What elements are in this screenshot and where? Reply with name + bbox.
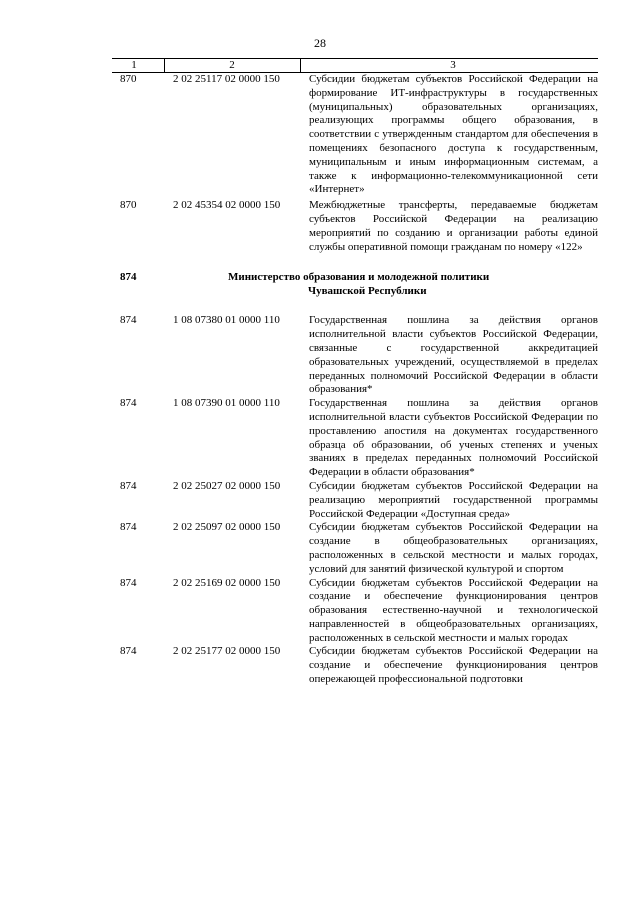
section-code: 874 [120, 271, 137, 284]
admin-code: 874 [120, 479, 137, 492]
income-code: 2 02 25097 02 0000 150 [173, 521, 281, 534]
column-header-2: 2 [229, 59, 235, 71]
table-row [112, 577, 598, 646]
income-code: 2 02 45354 02 0000 150 [173, 199, 281, 212]
column-header-3: 3 [450, 59, 456, 71]
income-code: 2 02 25027 02 0000 150 [173, 479, 281, 492]
table-body [112, 73, 598, 687]
admin-code: 874 [120, 521, 137, 534]
income-description: Субсидии бюджетам субъектов Российской Федерации на формирование ИТ-инфраструктуры в государственных (муниципальных) образовательных организациях, реализующих программы общего образования, в соответствии с утвержденным стандартом для обеспечения в помещениях безопасного доступа к государственным, муниципальным и иным информационным системам, а также к информационно-телекоммуникационной сети «Интернет» [309, 73, 598, 196]
section-title [228, 270, 558, 298]
income-description: Межбюджетные трансферты, передаваемые бюджетам субъектов Российской Федерации на реализацию мероприятий по созданию и организации работы единой службы оперативной помощи гражданам по номеру «122» [309, 199, 598, 253]
admin-code: 874 [120, 576, 137, 589]
admin-code: 874 [120, 397, 137, 410]
income-description: Государственная пошлина за действия органов исполнительной власти субъектов Российской Федерации, связанные с государственной аккредитацией образовательных учреждений, осуществляемой в пределах переданных полномочий Российской Федерации в области образования* [309, 314, 598, 396]
income-description: Субсидии бюджетам субъектов Российской Федерации на создание и обеспечение функционирования центров образования естественно-научной и технологической направленностей в общеобразовательных организациях, расположенных в сельской местности и малых городах [309, 576, 598, 644]
admin-code: 870 [120, 199, 137, 212]
table-column-header [112, 58, 598, 73]
table-row [112, 397, 598, 480]
section-header [112, 270, 598, 298]
table-row [112, 480, 598, 521]
table-row [112, 521, 598, 576]
income-code: 2 02 25177 02 0000 150 [173, 645, 281, 658]
admin-code: 874 [120, 645, 137, 658]
page-number: 28 [314, 36, 326, 50]
income-description: Субсидии бюджетам субъектов Российской Федерации на создание и обеспечение функционирования центров опережающей профессиональной подготовки [309, 645, 598, 686]
admin-code: 874 [120, 314, 137, 327]
income-code: 1 08 07390 01 0000 110 [173, 397, 280, 410]
column-divider [164, 59, 165, 72]
income-description: Государственная пошлина за действия органов исполнительной власти субъектов Российской Федерации по проставлению апостиля на документах государственного образца об образовании, об ученых степенях и ученых званиях в пределах переданных полномочий Российской Федерации в области образования* [309, 397, 598, 479]
table-row [112, 314, 598, 397]
table-row [112, 645, 598, 686]
column-header-1: 1 [131, 59, 137, 71]
income-code: 1 08 07380 01 0000 110 [173, 314, 280, 327]
admin-code: 870 [120, 73, 137, 85]
section-title-line-1: Министерство образования и молодежной политики [228, 271, 490, 284]
income-description: Субсидии бюджетам субъектов Российской Федерации на создание в общеобразовательных организациях, расположенных в сельской местности и малых городах, условий для занятий физической культурой и спортом [309, 521, 598, 575]
income-description: Субсидии бюджетам субъектов Российской Федерации на реализацию мероприятий государственной программы Российской Федерации «Доступная среда» [309, 479, 598, 520]
section-title-line-2: Чувашской Республики [308, 285, 427, 298]
table-row [112, 199, 598, 254]
table-row [112, 73, 598, 197]
column-divider [300, 59, 301, 72]
income-code: 2 02 25117 02 0000 150 [173, 73, 280, 85]
income-code: 2 02 25169 02 0000 150 [173, 576, 281, 589]
